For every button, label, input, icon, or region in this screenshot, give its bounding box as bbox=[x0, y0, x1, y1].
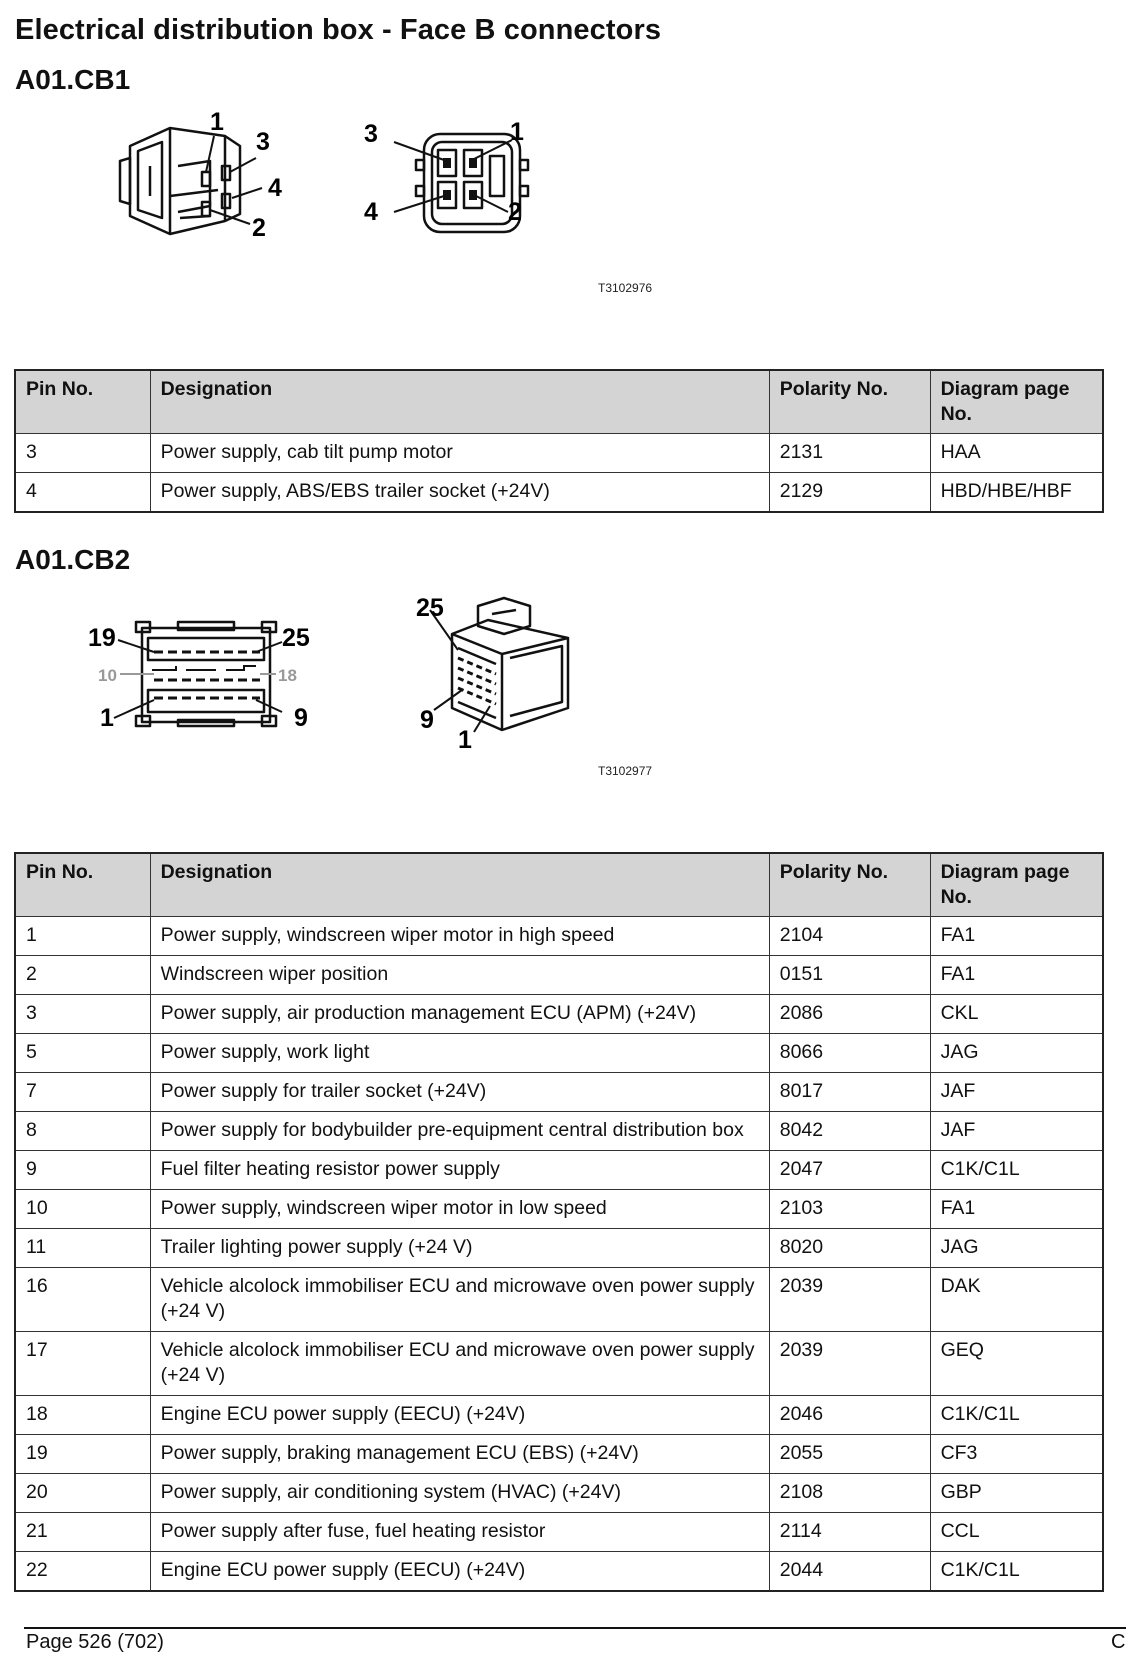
cell-polarity-no: 2114 bbox=[769, 1513, 930, 1552]
cell-designation: Power supply, braking management ECU (EBS) (+24V) bbox=[150, 1435, 769, 1474]
table-row bbox=[15, 1513, 1103, 1552]
cell-pin-no: 10 bbox=[15, 1190, 150, 1229]
cell-pin-no: 19 bbox=[15, 1435, 150, 1474]
table-row bbox=[15, 1073, 1103, 1112]
cell-diagram-page: CF3 bbox=[930, 1435, 1103, 1474]
pin-label: 3 bbox=[256, 128, 270, 156]
connector-cb2-side-drawing bbox=[416, 590, 598, 754]
cell-designation: Vehicle alcolock immobiliser ECU and microwave oven power supply (+24 V) bbox=[150, 1268, 769, 1332]
cell-designation: Vehicle alcolock immobiliser ECU and microwave oven power supply (+24 V) bbox=[150, 1332, 769, 1396]
header-diagram-page: Diagram page No. bbox=[930, 370, 1103, 434]
cell-designation: Power supply, work light bbox=[150, 1034, 769, 1073]
cell-diagram-page: GEQ bbox=[930, 1332, 1103, 1396]
table-header-row bbox=[15, 370, 1103, 434]
cell-diagram-page: JAG bbox=[930, 1034, 1103, 1073]
table-row bbox=[15, 917, 1103, 956]
cell-diagram-page: CKL bbox=[930, 995, 1103, 1034]
cell-designation: Windscreen wiper position bbox=[150, 956, 769, 995]
cell-designation: Power supply, windscreen wiper motor in high speed bbox=[150, 917, 769, 956]
pin-label: 4 bbox=[268, 174, 282, 202]
header-designation: Designation bbox=[150, 853, 769, 917]
table-row bbox=[15, 1229, 1103, 1268]
table-row bbox=[15, 1396, 1103, 1435]
connector-cb2-side-view bbox=[416, 590, 598, 754]
cell-designation: Fuel filter heating resistor power supply bbox=[150, 1151, 769, 1190]
footer-rule bbox=[24, 1627, 1126, 1629]
pin-label: 25 bbox=[416, 594, 444, 622]
table-row bbox=[15, 434, 1103, 473]
pin-label: 25 bbox=[282, 624, 310, 652]
cell-polarity-no: 2044 bbox=[769, 1552, 930, 1592]
section-title-cb2: A01.CB2 bbox=[15, 544, 131, 575]
cell-pin-no: 2 bbox=[15, 956, 150, 995]
cell-diagram-page: GBP bbox=[930, 1474, 1103, 1513]
cell-polarity-no: 2047 bbox=[769, 1151, 930, 1190]
cell-designation: Power supply, air production management ECU (APM) (+24V) bbox=[150, 995, 769, 1034]
cell-polarity-no: 8066 bbox=[769, 1034, 930, 1073]
cell-designation: Trailer lighting power supply (+24 V) bbox=[150, 1229, 769, 1268]
cell-polarity-no: 2055 bbox=[769, 1435, 930, 1474]
cell-diagram-page: DAK bbox=[930, 1268, 1103, 1332]
connector-cb2-front-view bbox=[86, 612, 326, 732]
cell-pin-no: 4 bbox=[15, 473, 150, 513]
cell-diagram-page: JAG bbox=[930, 1229, 1103, 1268]
pin-label-grey: 10 bbox=[98, 666, 117, 685]
cell-diagram-page: C1K/C1L bbox=[930, 1396, 1103, 1435]
cell-polarity-no: 2103 bbox=[769, 1190, 930, 1229]
table-row bbox=[15, 1435, 1103, 1474]
connector-cb1-side-drawing bbox=[110, 106, 310, 246]
pin-label: 19 bbox=[88, 624, 116, 652]
cell-pin-no: 18 bbox=[15, 1396, 150, 1435]
cell-pin-no: 22 bbox=[15, 1552, 150, 1592]
pin-label: 1 bbox=[458, 726, 472, 754]
cell-polarity-no: 8042 bbox=[769, 1112, 930, 1151]
footer-mark: C bbox=[1111, 1631, 1126, 1653]
cell-pin-no: 7 bbox=[15, 1073, 150, 1112]
cell-polarity-no: 2108 bbox=[769, 1474, 930, 1513]
pin-label-grey: 18 bbox=[278, 666, 297, 685]
pin-label: 2 bbox=[252, 214, 266, 242]
pin-label: 1 bbox=[510, 118, 524, 146]
connector-cb1-front-view bbox=[364, 116, 570, 236]
header-designation: Designation bbox=[150, 370, 769, 434]
cell-pin-no: 16 bbox=[15, 1268, 150, 1332]
cell-designation: Power supply, windscreen wiper motor in low speed bbox=[150, 1190, 769, 1229]
figure-reference: T3102976 bbox=[598, 281, 653, 295]
table-row bbox=[15, 1332, 1103, 1396]
header-diagram-page: Diagram page No. bbox=[930, 853, 1103, 917]
table-row bbox=[15, 473, 1103, 513]
pin-table-cb2 bbox=[14, 852, 1104, 1592]
pin-label: 3 bbox=[364, 120, 378, 148]
cell-designation: Engine ECU power supply (EECU) (+24V) bbox=[150, 1396, 769, 1435]
page-number: Page 526 (702) bbox=[26, 1631, 164, 1653]
connector-cb1-front-drawing bbox=[364, 116, 570, 236]
cell-diagram-page: C1K/C1L bbox=[930, 1151, 1103, 1190]
cell-pin-no: 21 bbox=[15, 1513, 150, 1552]
page-title: Electrical distribution box - Face B connectors bbox=[15, 14, 662, 46]
figure-reference: T3102977 bbox=[598, 764, 653, 778]
pin-label: 2 bbox=[508, 198, 522, 226]
cell-designation: Power supply for trailer socket (+24V) bbox=[150, 1073, 769, 1112]
cell-diagram-page: HBD/HBE/HBF bbox=[930, 473, 1103, 513]
cell-pin-no: 1 bbox=[15, 917, 150, 956]
table-row bbox=[15, 1190, 1103, 1229]
cell-diagram-page: FA1 bbox=[930, 917, 1103, 956]
section-title-cb1: A01.CB1 bbox=[15, 64, 131, 95]
header-polarity-no: Polarity No. bbox=[769, 853, 930, 917]
cell-designation: Power supply, air conditioning system (HVAC) (+24V) bbox=[150, 1474, 769, 1513]
cell-designation: Power supply for bodybuilder pre-equipment central distribution box bbox=[150, 1112, 769, 1151]
cell-polarity-no: 2039 bbox=[769, 1268, 930, 1332]
cell-polarity-no: 0151 bbox=[769, 956, 930, 995]
cell-diagram-page: JAF bbox=[930, 1112, 1103, 1151]
cell-polarity-no: 2131 bbox=[769, 434, 930, 473]
cell-pin-no: 20 bbox=[15, 1474, 150, 1513]
cell-pin-no: 5 bbox=[15, 1034, 150, 1073]
cell-designation: Power supply, cab tilt pump motor bbox=[150, 434, 769, 473]
cell-polarity-no: 2046 bbox=[769, 1396, 930, 1435]
connector-cb1-side-view bbox=[110, 106, 310, 246]
pin-label: 4 bbox=[364, 198, 378, 226]
cell-pin-no: 17 bbox=[15, 1332, 150, 1396]
cell-polarity-no: 2129 bbox=[769, 473, 930, 513]
cell-pin-no: 11 bbox=[15, 1229, 150, 1268]
cell-pin-no: 3 bbox=[15, 995, 150, 1034]
table-row bbox=[15, 956, 1103, 995]
cell-diagram-page: HAA bbox=[930, 434, 1103, 473]
pin-label: 9 bbox=[420, 706, 434, 734]
cell-diagram-page: CCL bbox=[930, 1513, 1103, 1552]
header-pin-no: Pin No. bbox=[15, 370, 150, 434]
table-row bbox=[15, 995, 1103, 1034]
table-row bbox=[15, 1151, 1103, 1190]
cell-designation: Power supply after fuse, fuel heating resistor bbox=[150, 1513, 769, 1552]
table-row bbox=[15, 1474, 1103, 1513]
cell-polarity-no: 8020 bbox=[769, 1229, 930, 1268]
pin-label: 1 bbox=[210, 108, 224, 136]
table-row bbox=[15, 1112, 1103, 1151]
pin-table-cb1 bbox=[14, 369, 1104, 513]
cell-pin-no: 3 bbox=[15, 434, 150, 473]
cell-polarity-no: 2039 bbox=[769, 1332, 930, 1396]
cell-designation: Engine ECU power supply (EECU) (+24V) bbox=[150, 1552, 769, 1592]
cell-diagram-page: FA1 bbox=[930, 1190, 1103, 1229]
cell-diagram-page: C1K/C1L bbox=[930, 1552, 1103, 1592]
cell-pin-no: 9 bbox=[15, 1151, 150, 1190]
header-polarity-no: Polarity No. bbox=[769, 370, 930, 434]
cell-diagram-page: FA1 bbox=[930, 956, 1103, 995]
table-row bbox=[15, 1268, 1103, 1332]
table-row bbox=[15, 1552, 1103, 1592]
connector-cb2-front-drawing bbox=[86, 612, 326, 732]
header-pin-no: Pin No. bbox=[15, 853, 150, 917]
cell-designation: Power supply, ABS/EBS trailer socket (+24V) bbox=[150, 473, 769, 513]
table-row bbox=[15, 1034, 1103, 1073]
cell-polarity-no: 2104 bbox=[769, 917, 930, 956]
table-header-row bbox=[15, 853, 1103, 917]
cell-pin-no: 8 bbox=[15, 1112, 150, 1151]
pin-label: 1 bbox=[100, 704, 114, 732]
cell-polarity-no: 2086 bbox=[769, 995, 930, 1034]
pin-label: 9 bbox=[294, 704, 308, 732]
cell-diagram-page: JAF bbox=[930, 1073, 1103, 1112]
cell-polarity-no: 8017 bbox=[769, 1073, 930, 1112]
